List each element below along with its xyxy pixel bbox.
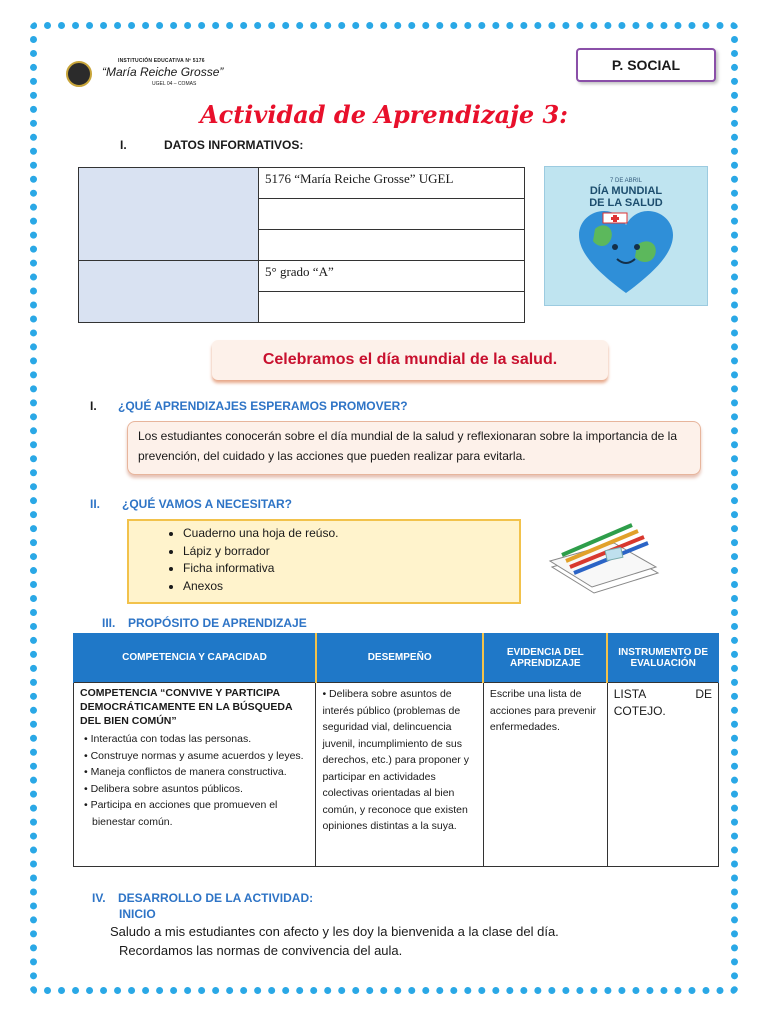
desempeno-cell: • Delibera sobre asuntos de interés público (problemas de seguridad vial, delincuencia juvenil, incumplimiento de sus derechos, etc.) para proponer y participar en actividades colectivas orientadas al bien común, y reconoce que existen opiniones distintas a la suya. [316, 683, 483, 867]
section4-heading-text: DESARROLLO DE LA ACTIVIDAD: [118, 891, 314, 905]
capacidad-item: • Maneja conflictos de manera constructiva. [84, 766, 287, 778]
datos-label-cell [79, 261, 259, 323]
materials-box [127, 519, 521, 604]
header-desempeno: DESEMPEÑO [316, 633, 483, 683]
section2-heading [90, 497, 292, 511]
datos-row1: 5176 “María Reiche Grosse” UGEL [259, 168, 525, 199]
health-day-poster [544, 166, 708, 306]
school-seal-icon [66, 61, 92, 87]
section3-heading-text: PROPÓSITO DE APRENDIZAJE [128, 616, 307, 630]
capacidad-item: • Construye normas y asume acuerdos y leyes. [84, 749, 304, 762]
section1-number: I. [90, 399, 97, 413]
instrumento-word-a: LISTA [613, 687, 647, 701]
section4-line2: Recordamos las normas de convivencia del aula. [119, 943, 403, 958]
datos-row3 [259, 230, 525, 261]
poster-title [545, 185, 707, 209]
section1-heading [90, 399, 408, 413]
school-line3: UGEL 04 – COMAS [152, 81, 197, 87]
capacidad-item: • Participa en acciones que promueven el bienestar común. [84, 799, 278, 828]
notebook-pencils-icon [540, 515, 670, 595]
list-item: • Ficha informativa [183, 560, 519, 578]
header-evidencia: EVIDENCIA DEL APRENDIZAJE [483, 633, 607, 683]
section2-number: II. [90, 497, 101, 511]
page-title: Actividad de Aprendizaje 3: [199, 100, 569, 129]
heart-earth-icon [573, 207, 679, 299]
list-item: • Cuaderno una hoja de reúso. [183, 525, 519, 543]
datos-heading [120, 138, 303, 152]
list-item: • Anexos [183, 578, 519, 596]
school-line1: INSTITUCIÓN EDUCATIVA Nº 5176 [118, 58, 205, 64]
datos-number: I. [120, 138, 127, 152]
datos-row2 [259, 199, 525, 230]
section4-sub: INICIO [119, 907, 156, 921]
poster-title-line2: DE LA SALUD [589, 197, 663, 209]
school-name: “María Reiche Grosse” [102, 65, 224, 79]
poster-date: 7 DE ABRIL [609, 178, 642, 184]
subject-badge: P. SOCIAL [576, 48, 716, 82]
materials-list [129, 525, 519, 595]
datos-heading-text: DATOS INFORMATIVOS: [164, 138, 304, 152]
section4-line1: Saludo a mis estudiantes con afecto y les doy la bienvenida a la clase del día. [110, 924, 559, 939]
datos-label-cell [79, 168, 259, 261]
competencia-cell [74, 683, 316, 867]
section2-heading-text: ¿QUÉ VAMOS A NECESITAR? [122, 497, 293, 511]
section3-number: III. [102, 616, 116, 630]
section4-number: IV. [92, 891, 106, 905]
instrumento-word-c: COTEJO. [613, 703, 666, 718]
header-competencia: COMPETENCIA Y CAPACIDAD [74, 633, 316, 683]
instrumento-cell [607, 683, 718, 867]
instrumento-word-b: DE [695, 687, 712, 701]
school-logo [60, 55, 255, 93]
purpose-table [73, 633, 719, 867]
competencia-title: COMPETENCIA “CONVIVE Y PARTICIPA DEMOCRÁTICAMENTE EN LA BÚSQUEDA DEL BIEN COMÚN” [80, 687, 293, 727]
header-instrumento: INSTRUMENTO DE EVALUACIÓN [607, 633, 718, 683]
capacidad-item: • Interactúa con todas las personas. [84, 733, 252, 745]
list-item: • Lápiz y borrador [183, 543, 519, 561]
evidencia-cell: Escribe una lista de acciones para prevenir enfermedades. [483, 683, 607, 867]
section3-heading [102, 616, 307, 630]
activity-banner: Celebramos el día mundial de la salud. [212, 340, 608, 380]
datos-row5 [259, 292, 525, 323]
datos-table [78, 167, 525, 323]
datos-row4: 5° grado “A” [259, 261, 525, 292]
capacidad-item: • Delibera sobre asuntos públicos. [84, 782, 243, 795]
section1-heading-text: ¿QUÉ APRENDIZAJES ESPERAMOS PROMOVER? [118, 399, 408, 413]
learning-goal-box: Los estudiantes conocerán sobre el día mundial de la salud y reflexionaran sobre la importancia de la prevención, del cuidado y las acciones que pueden realizar para evitarla. [127, 421, 701, 475]
poster-title-line1: DÍA MUNDIAL [589, 185, 663, 197]
section4-heading [92, 891, 313, 905]
